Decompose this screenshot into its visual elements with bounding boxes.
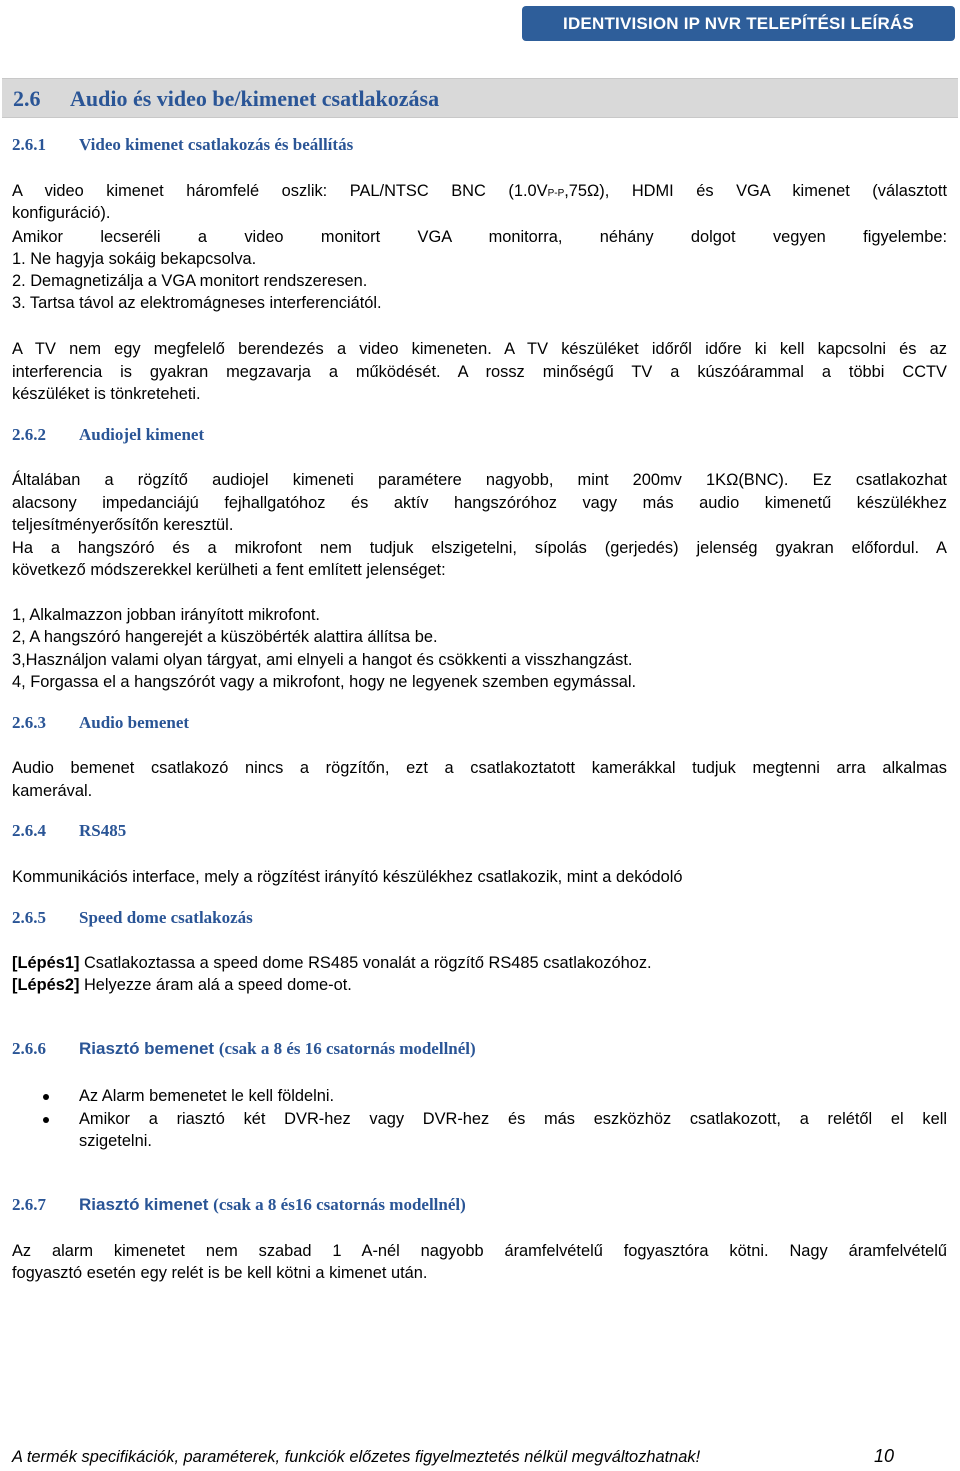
subsection-number: 2.6.4 — [12, 821, 46, 840]
list-item: 1, Alkalmazzon jobban irányított mikrofont. — [12, 606, 320, 624]
section-title: Audio és video be/kimenet csatlakozása — [70, 86, 440, 111]
bullet-list — [12, 1085, 947, 1153]
paragraph-line: konfiguráció). — [12, 204, 111, 222]
paragraph-line: fogyasztó esetén egy relét is be kell kötni a kimenet után. — [12, 1264, 428, 1282]
bullet-item: Az Alarm bemenetet le kell földelni. — [12, 1085, 947, 1108]
subsection-title: Video kimenet csatlakozás és beállítás — [79, 135, 354, 154]
list-item: 2, A hangszóró hangerejét a küszöbérték alattira állítsa be. — [12, 628, 438, 646]
paragraph-line: kamerával. — [12, 782, 93, 800]
bullet-icon — [43, 1117, 49, 1123]
list-item: 2. Demagnetizálja a VGA monitort rendszeresen. — [12, 272, 368, 290]
subsection-number: 2.6.5 — [12, 908, 46, 927]
document-header-badge: IDENTIVISION IP NVR TELEPÍTÉSI LEÍRÁS — [522, 6, 955, 41]
subsection-title: Audiojel kimenet — [79, 425, 205, 444]
paragraph-line: készüléket is tönkreteheti. — [12, 385, 201, 403]
subsection-number: 2.6.6 — [12, 1039, 46, 1058]
paragraph: A video kimenet háromfelé oszlik: PAL/NTSC BNC (1.0VP-P,75Ω), HDMI és VGA kimenet (választott — [12, 182, 947, 200]
paragraph-line: alacsony impedanciájú fejhallgatóhoz és aktív hangszóróhoz vagy más audio kimenetű készülékhez — [12, 494, 947, 512]
paragraph-line: Ha a hangszóró és a mikrofont nem tudjuk elszigetelni, sípolás (gerjedés) jelenség gyakran előfordul. A — [12, 539, 947, 557]
footer-disclaimer: A termék specifikációk, paraméterek, funkciók előzetes figyelmeztetés nélkül megváltozhatnak! — [12, 1448, 701, 1466]
subsection-number: 2.6.2 — [12, 425, 46, 444]
paragraph-line: Az alarm kimenetet nem szabad 1 A-nél nagyobb áramfelvételű fogyasztóra kötni. Nagy áramfelvételű — [12, 1242, 947, 1260]
paragraph: Kommunikációs interface, mely a rögzítést irányító készülékhez csatlakozik, mint a dekódoló — [12, 868, 683, 886]
subsection-number: 2.6.1 — [12, 135, 46, 154]
step-item: [Lépés1] Csatlakoztassa a speed dome RS485 vonalát a rögzítő RS485 csatlakozóhoz. — [12, 954, 652, 972]
subsection-title: Speed dome csatlakozás — [79, 908, 253, 927]
bullet-icon — [43, 1094, 49, 1100]
paragraph-line: Audio bemenet csatlakozó nincs a rögzítőn, ezt a csatlakoztatott kamerákkal tudjuk megtenni arra alkalmas — [12, 759, 947, 777]
step-item: [Lépés2] Helyezze áram alá a speed dome-ot. — [12, 976, 352, 994]
section-number: 2.6 — [13, 86, 41, 111]
page-number: 10 — [874, 1446, 895, 1466]
section-heading — [2, 78, 958, 118]
paragraph: Amikor lecseréli a video monitort VGA monitorra, néhány dolgot vegyen figyelembe: — [12, 228, 947, 246]
list-item: 3,Használjon valami olyan tárgyat, ami elnyeli a hangot és csökkenti a visszhangzást. — [12, 651, 633, 669]
paragraph-line: A TV nem egy megfelelő berendezés a video kimeneten. A TV készüléket időről időre ki kell kapcsolni és az — [12, 340, 947, 358]
paragraph-line: interferencia is gyakran megzavarja a működését. A rossz minőségű TV a kúszóárammal a többi CCTV — [12, 363, 947, 381]
list-item: 4, Forgassa el a hangszórót vagy a mikrofont, hogy ne legyenek szemben egymással. — [12, 673, 637, 691]
subsection-title: Audio bemenet — [79, 713, 190, 732]
subsection-title: Riasztó kimenet (csak a 8 és16 csatornás modellnél) — [79, 1195, 466, 1214]
step-tag: [Lépés2] — [12, 976, 80, 994]
list-item: 1. Ne hagyja sokáig bekapcsolva. — [12, 250, 257, 268]
step-tag: [Lépés1] — [12, 954, 80, 972]
paragraph-line: teljesítményerősítőn keresztül. — [12, 516, 234, 534]
bullet-item: Amikor a riasztó két DVR-hez vagy DVR-hez és más eszközhöz csatlakozott, a relétől el kell szigetelni. — [12, 1108, 947, 1153]
subsection-title: RS485 — [79, 821, 127, 840]
list-item: 3. Tartsa távol az elektromágneses interferenciától. — [12, 294, 382, 312]
subsection-number: 2.6.7 — [12, 1195, 46, 1214]
paragraph-line: következő módszerekkel kerülheti a fent említett jelenséget: — [12, 561, 446, 579]
subsection-number: 2.6.3 — [12, 713, 46, 732]
subsection-title: Riasztó bemenet (csak a 8 és 16 csatornás modellnél) — [79, 1039, 476, 1058]
paragraph-line: Általában a rögzítő audiojel kimeneti paramétere nagyobb, mint 200mv 1KΩ(BNC). Ez csatlakozhat — [12, 471, 947, 489]
